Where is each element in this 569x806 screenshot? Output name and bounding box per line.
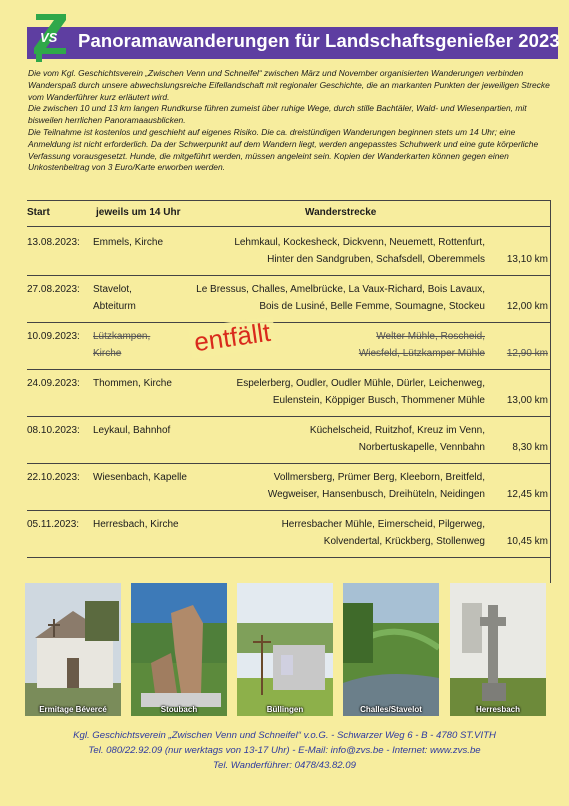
row-route-line2: Wegweiser, Hansenbusch, Dreihüteln, Neidingen bbox=[267, 489, 485, 500]
row-distance: 8,30 km bbox=[512, 442, 548, 453]
row-date: 27.08.2023: bbox=[27, 284, 80, 295]
photo-caption: Challes/Stavelot bbox=[360, 705, 422, 714]
row-distance: 12,00 km bbox=[506, 301, 548, 312]
row-start-place-line2: Kirche bbox=[93, 348, 122, 359]
row-distance: 13,10 km bbox=[506, 254, 548, 265]
row-start-place: Thommen, Kirche bbox=[93, 378, 172, 389]
row-divider bbox=[27, 416, 550, 417]
photo-herresbach bbox=[450, 583, 546, 716]
row-start-place: Herresbach, Kirche bbox=[93, 519, 179, 530]
row-start-place: Leykaul, Bahnhof bbox=[93, 425, 171, 436]
intro-paragraph-2: Die zwischen 10 und 13 km langen Rundkurse führen zumeist über ruhige Wege, durch stille Bachtäler, Wald- und Wiesenpartien, mit bisweilen herrlichen Panoramaausblicken. bbox=[28, 103, 527, 126]
row-divider bbox=[27, 369, 550, 370]
row-route-line2: Eulenstein, Köppiger Busch, Thommener Mühle bbox=[272, 395, 485, 406]
photo-caption: Herresbach bbox=[475, 705, 521, 714]
row-start-place: Emmels, Kirche bbox=[93, 237, 164, 248]
row-route-line2: Hinter den Sandgruben, Schafsdell, Oberemmels bbox=[267, 254, 485, 265]
row-start-place: Stavelot, bbox=[93, 284, 132, 295]
table-divider bbox=[27, 226, 550, 227]
row-distance: 13,00 km bbox=[506, 395, 548, 406]
row-start-place: Lützkampen, bbox=[93, 331, 151, 342]
row-date: 24.09.2023: bbox=[27, 378, 80, 389]
cancelled-stamp: entfällt bbox=[188, 316, 276, 358]
row-start-place: Wiesenbach, Kapelle bbox=[93, 472, 187, 483]
row-route: Welter Mühle, Roscheid, bbox=[376, 331, 485, 342]
row-date: 10.09.2023: bbox=[27, 331, 80, 342]
footer-guide-phone: Tel. Wanderführer: 0478/43.82.09 bbox=[213, 760, 356, 771]
row-divider bbox=[27, 463, 550, 464]
photo-bullingen bbox=[237, 583, 333, 716]
row-divider bbox=[27, 510, 550, 511]
photo-ermitage-beverce bbox=[25, 583, 121, 716]
column-header-route: Wanderstrecke bbox=[305, 207, 377, 218]
intro-paragraph-1: Die vom Kgl. Geschichtsverein „Zwischen Venn und Schneifel“ zwischen März und November organisierten Wanderungen verbinden Wanderspaß durch unsere abwechslungsreiche Eifellandschaft mit regionaler Geschichte, die an markanten Punkten der jeweiligen Strecke vom Wanderführer kurz erläutert wird. bbox=[28, 68, 550, 102]
row-date: 22.10.2023: bbox=[27, 472, 80, 483]
logo-text: VS bbox=[40, 30, 58, 45]
row-route-line2: Kolvendertal, Krückberg, Stollenweg bbox=[323, 536, 485, 547]
row-route: Herresbacher Mühle, Eimerscheid, Pilgerweg, bbox=[281, 519, 485, 530]
row-route: Vollmersberg, Prümer Berg, Kleeborn, Breitfeld, bbox=[273, 472, 485, 483]
row-route: Espelerberg, Oudler, Oudler Mühle, Dürler, Leichenweg, bbox=[236, 378, 485, 389]
row-distance: 12,45 km bbox=[506, 489, 548, 500]
row-start-place-line2: Abteiturm bbox=[93, 301, 136, 312]
row-route: Küchelscheid, Ruitzhof, Kreuz im Venn, bbox=[309, 425, 485, 436]
photo-caption: Ermitage Bévercé bbox=[39, 705, 107, 714]
footer-address: Kgl. Geschichtsverein „Zwischen Venn und Schneifel“ v.o.G. - Schwarzer Weg 6 - B - 4780 ST.VITH bbox=[73, 730, 496, 741]
column-header-start: Start bbox=[27, 207, 50, 218]
row-route-line2: Bois de Lusiné, Belle Femme, Soumagne, Stockeu bbox=[259, 301, 485, 312]
row-divider bbox=[27, 557, 550, 558]
page-title: Panoramawanderungen für Landschaftsgenießer 2023 bbox=[78, 30, 560, 51]
photo-caption: Büllingen bbox=[266, 705, 304, 714]
row-distance: 12,90 km bbox=[506, 348, 548, 359]
photo-caption: Stoubach bbox=[160, 705, 198, 714]
row-route-line2: Wiesfeld, Lützkamper Mühle bbox=[358, 348, 485, 359]
row-date: 08.10.2023: bbox=[27, 425, 80, 436]
column-header-time: jeweils um 14 Uhr bbox=[96, 207, 181, 218]
row-date: 13.08.2023: bbox=[27, 237, 80, 248]
zvs-logo bbox=[32, 14, 68, 62]
row-divider bbox=[27, 275, 550, 276]
row-route-line2: Norbertuskapelle, Vennbahn bbox=[358, 442, 485, 453]
row-route: Le Bressus, Challes, Amelbrücke, La Vaux-Richard, Bois Lavaux, bbox=[196, 284, 485, 295]
footer-contact: Tel. 080/22.92.09 (nur werktags von 13-17 Uhr) - E-Mail: info@zvs.be - Internet: www.zvs.be bbox=[88, 745, 481, 756]
intro-paragraph-3: Die Teilnahme ist kostenlos und geschieht auf eigenes Risiko. Die ca. dreistündigen Wanderungen beginnen stets um 14 Uhr; eine Anmeldung ist nicht erforderlich. Da der Schwerpunkt auf dem Wandern liegt, werden angepasstes Schuhwerk und eine gute körperliche Verfassung vorausgesetzt. Hunde, die mitgeführt werden, müssen angeleint sein. Kopien der Wanderkarten können gegen einen Unkostenbeitrag von 3 Euro/Karte erworben werden. bbox=[28, 126, 539, 173]
row-date: 05.11.2023: bbox=[27, 519, 80, 530]
photo-stoubach bbox=[131, 583, 227, 716]
photo-challes-stavelot bbox=[343, 583, 439, 716]
row-distance: 10,45 km bbox=[506, 536, 548, 547]
row-route: Lehmkaul, Kockesheck, Dickvenn, Neuemett, Rottenfurt, bbox=[234, 237, 485, 248]
intro-text bbox=[28, 68, 556, 174]
row-divider bbox=[27, 322, 550, 323]
